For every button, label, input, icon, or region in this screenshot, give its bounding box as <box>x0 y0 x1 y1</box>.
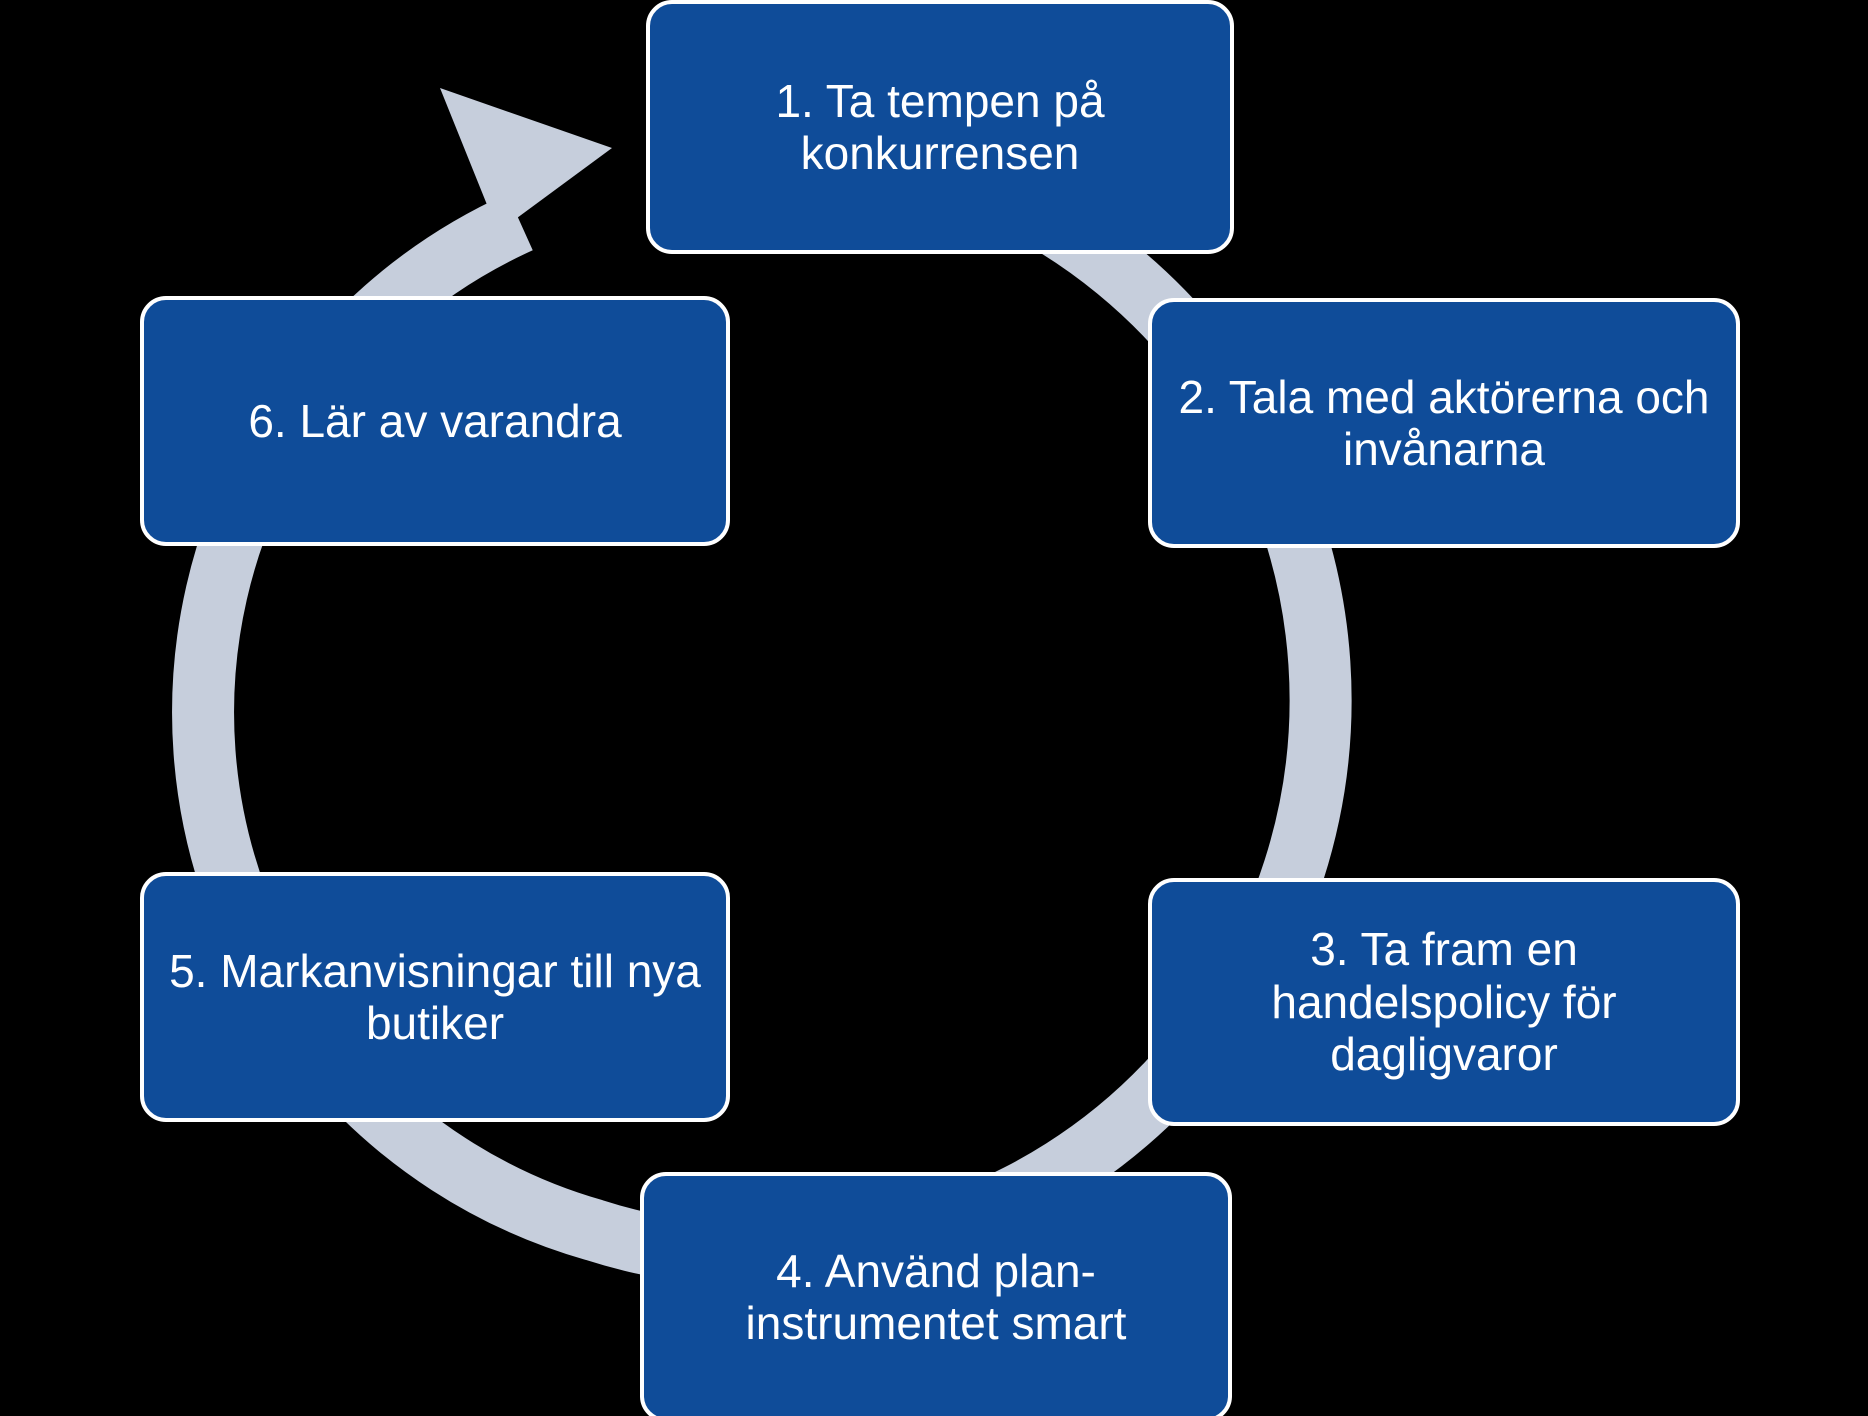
cycle-step-3-label: 3. Ta fram en handelspolicy för dagligvaror <box>1271 923 1617 1081</box>
cycle-step-6-label: 6. Lär av varandra <box>248 394 622 447</box>
cycle-step-2[interactable] <box>1148 298 1740 548</box>
cycle-step-3[interactable] <box>1148 878 1740 1126</box>
cycle-step-1-label: 1. Ta tempen på konkurrensen <box>775 74 1105 179</box>
cycle-step-6[interactable] <box>140 296 730 546</box>
cycle-step-5-label: 5. Markanvisningar till nya butiker <box>169 944 701 1049</box>
cycle-step-2-label: 2. Tala med aktörerna och invånarna <box>1178 370 1710 475</box>
cycle-step-5[interactable] <box>140 872 730 1122</box>
cycle-step-1[interactable] <box>646 0 1234 254</box>
cycle-step-4[interactable] <box>640 1172 1232 1416</box>
cycle-step-4-label: 4. Använd plan-instrumentet smart <box>745 1244 1127 1349</box>
